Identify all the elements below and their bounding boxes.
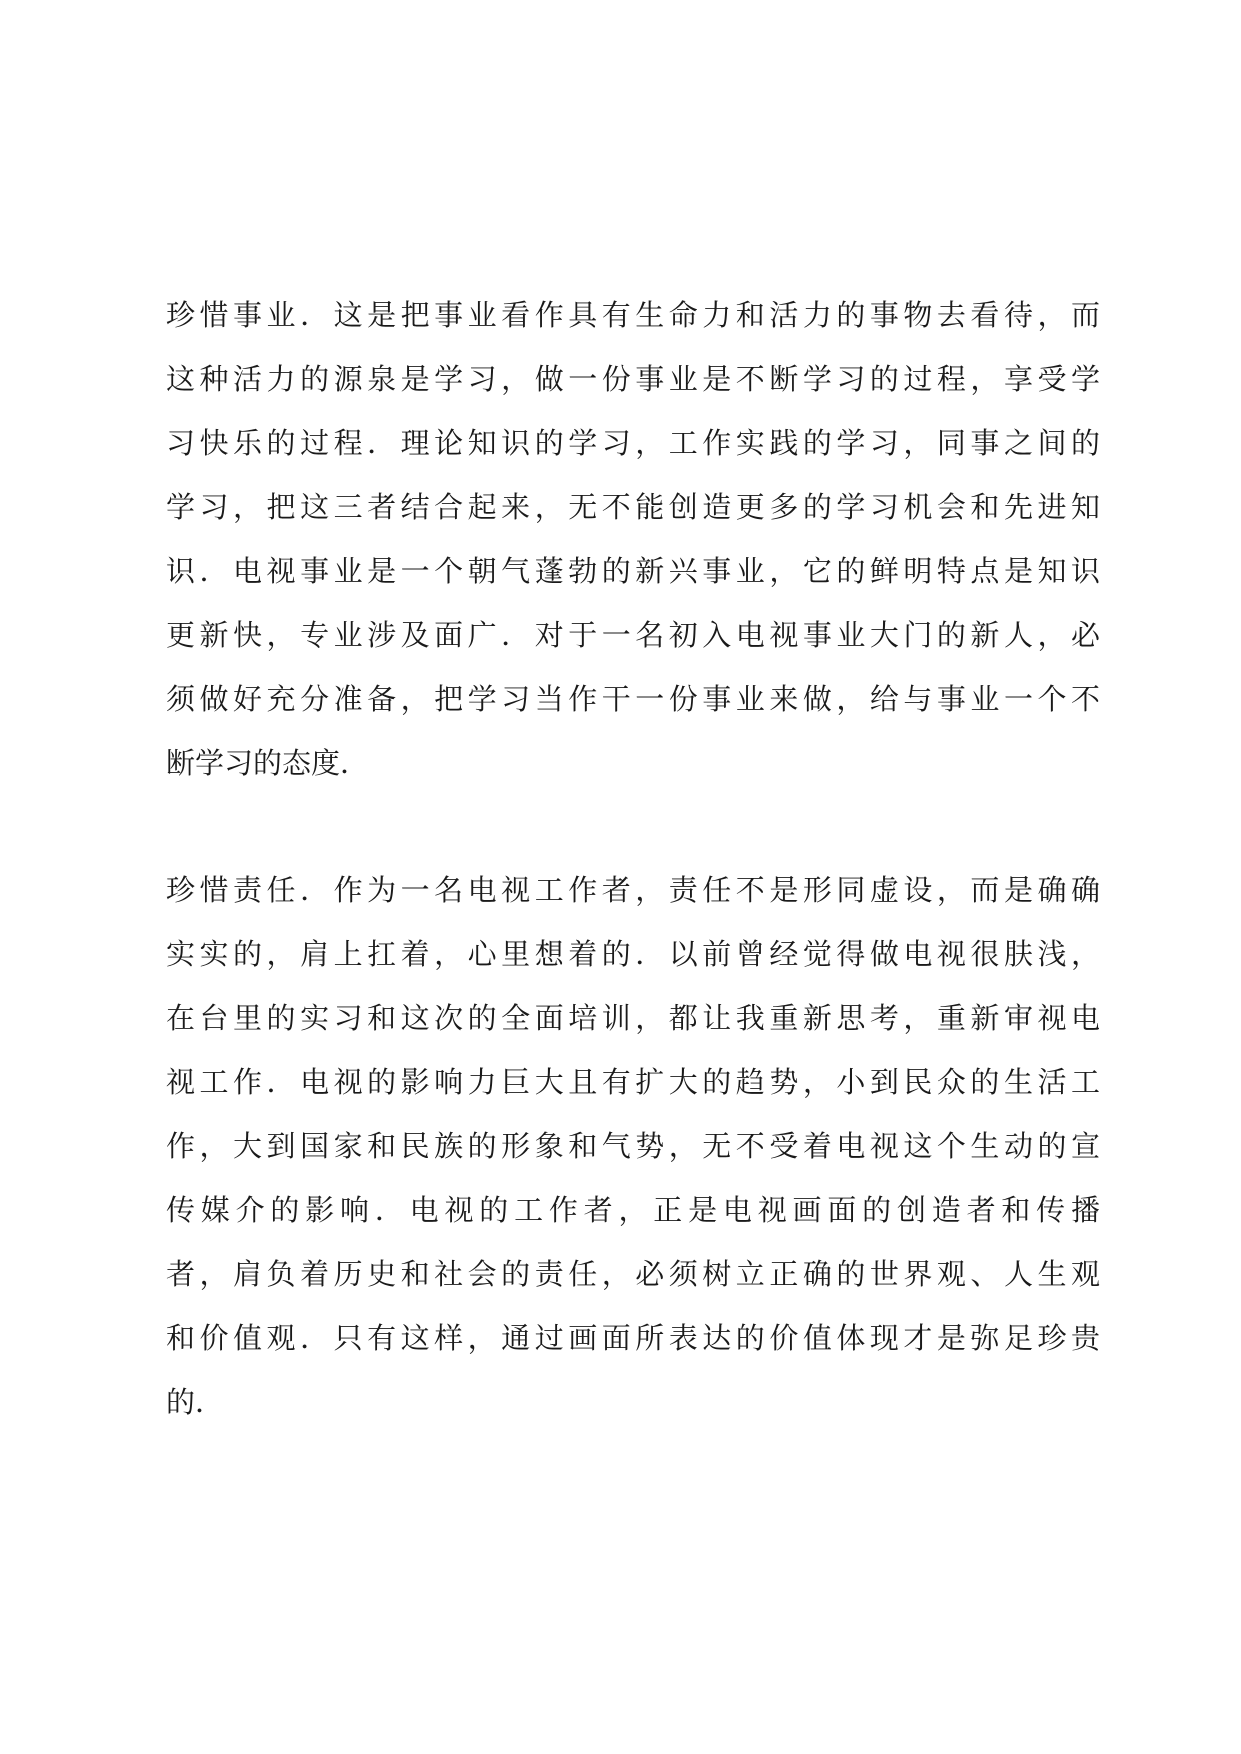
text-line: 断学习的态度． [166,746,370,780]
text-line: 和价值观．只有这样，通过画面所表达的价值体现才是弥足珍贵 [166,1321,1100,1355]
text-line: 这种活力的源泉是学习，做一份事业是不断学习的过程，享受学 [166,362,1100,396]
paragraph-cherish-responsibility [166,858,1100,1434]
text-line: 作，大到国家和民族的形象和气势，无不受着电视这个生动的宣 [166,1129,1100,1163]
text-line: 视工作．电视的影响力巨大且有扩大的趋势，小到民众的生活工 [166,1065,1100,1099]
text-line: 的． [166,1385,225,1419]
text-line: 习快乐的过程．理论知识的学习，工作实践的学习，同事之间的 [166,426,1100,460]
text-line: 识．电视事业是一个朝气蓬勃的新兴事业，它的鲜明特点是知识 [166,554,1100,588]
text-line: 珍惜事业．这是把事业看作具有生命力和活力的事物去看待，而 [166,298,1100,332]
text-line: 传媒介的影响．电视的工作者，正是电视画面的创造者和传播 [166,1193,1100,1227]
text-line: 实实的，肩上扛着，心里想着的．以前曾经觉得做电视很肤浅， [166,937,1100,971]
text-line: 须做好充分准备，把学习当作干一份事业来做，给与事业一个不 [166,682,1100,716]
text-line: 更新快，专业涉及面广．对于一名初入电视事业大门的新人，必 [166,618,1100,652]
text-line: 者，肩负着历史和社会的责任，必须树立正确的世界观、人生观 [166,1257,1100,1291]
text-line: 在台里的实习和这次的全面培训，都让我重新思考，重新审视电 [166,1001,1100,1035]
text-line: 学习，把这三者结合起来，无不能创造更多的学习机会和先进知 [166,490,1100,524]
text-line: 珍惜责任．作为一名电视工作者，责任不是形同虚设，而是确确 [166,873,1100,907]
paragraph-cherish-career [166,283,1100,795]
